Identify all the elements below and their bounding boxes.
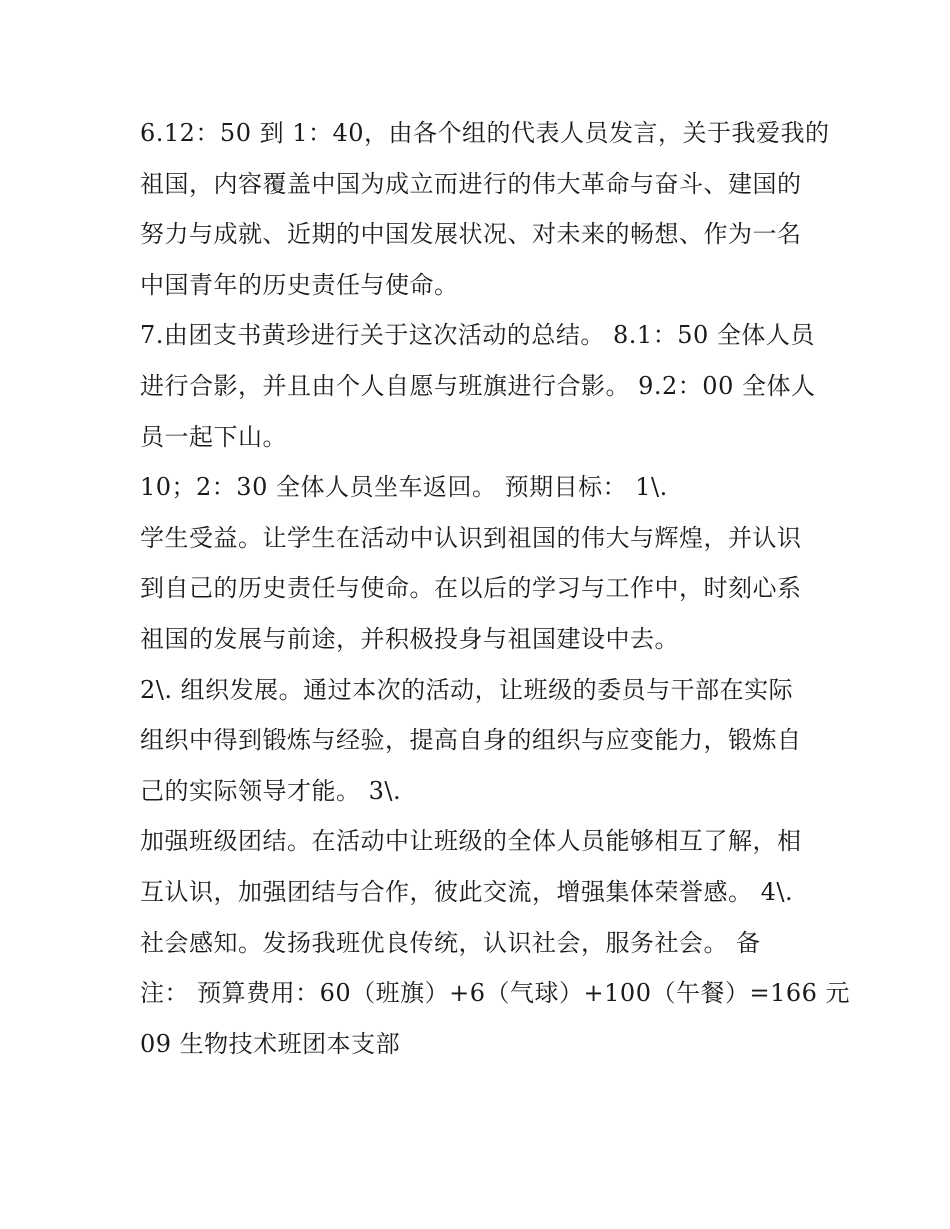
- text-line: 注： 预算费用：60（班旗）+6（气球）+100（午餐）=166 元: [140, 979, 851, 1008]
- text-line: 09 生物技术班团本支部: [140, 1029, 401, 1058]
- text-line: 社会感知。发扬我班优良传统，认识社会，服务社会。 备: [140, 928, 761, 957]
- text-line: 祖国的发展与前途，并积极投身与祖国建设中去。: [140, 624, 679, 653]
- text-line: 组织中得到锻炼与经验，提高自身的组织与应变能力，锻炼自: [140, 726, 802, 755]
- text-line: 员一起下山。: [140, 422, 287, 451]
- text-line: 2\. 组织发展。通过本次的活动，让班级的委员与干部在实际: [140, 675, 794, 704]
- text-line: 学生受益。让学生在活动中认识到祖国的伟大与辉煌，并认识: [140, 523, 802, 552]
- text-line: 到自己的历史责任与使命。在以后的学习与工作中，时刻心系: [140, 574, 802, 603]
- text-line: 努力与成就、近期的中国发展状况、对未来的畅想、作为一名: [140, 220, 802, 249]
- text-line: 互认识，加强团结与合作，彼此交流，增强集体荣誉感。 4\.: [140, 877, 794, 906]
- text-line: 加强班级团结。在活动中让班级的全体人员能够相互了解，相: [140, 827, 802, 856]
- text-line: 中国青年的历史责任与使命。: [140, 270, 459, 299]
- text-line: 6.12：50 到 1：40，由各个组的代表人员发言，关于我爱我的: [140, 119, 830, 147]
- text-line: 己的实际领导才能。 3\.: [140, 776, 402, 805]
- text-line: 7.由团支书黄珍进行关于这次活动的总结。 8.1：50 全体人员: [140, 321, 815, 350]
- text-line: 10；2：30 全体人员坐车返回。 预期目标： 1\.: [140, 473, 668, 502]
- text-line: 进行合影，并且由个人自愿与班旗进行合影。 9.2：00 全体人: [140, 371, 816, 400]
- text-line: 祖国，内容覆盖中国为成立而进行的伟大革命与奋斗、建国的: [140, 169, 802, 198]
- document-body: [140, 108, 851, 1069]
